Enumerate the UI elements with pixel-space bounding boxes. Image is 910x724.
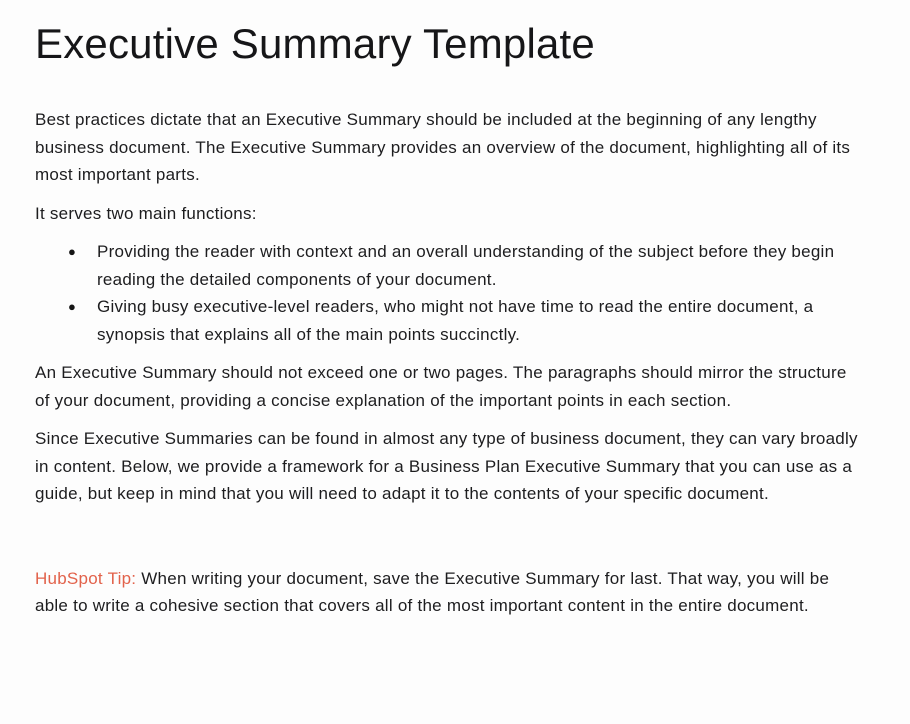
bullet-icon: ● <box>68 244 77 260</box>
intro-paragraph: Best practices dictate that an Executive Summary should be included at the beginning of any lengthy business document. The Executive Summary provides an overview of the document, highlighting all of its most important parts. <box>35 110 851 185</box>
bullet-icon: ● <box>68 299 77 315</box>
functions-bullet-list <box>35 238 858 348</box>
page-title: Executive Summary Template <box>35 20 595 67</box>
bullet-text: Providing the reader with context and an overall understanding of the subject before they begin reading the detailed components of your document. <box>97 242 835 289</box>
hubspot-tip-paragraph <box>35 565 858 620</box>
scope-paragraph: Since Executive Summaries can be found in almost any type of business document, they can vary broadly in content. Below, we provide a framework for a Business Plan Executive Summary that you can use as a guide, but keep in mind that you will need to adapt it to the contents of your specific document. <box>35 429 858 504</box>
list-item <box>35 293 858 348</box>
bullet-text: Giving busy executive-level readers, who might not have time to read the entire document, a synopsis that explains all of the main points succinctly. <box>97 297 814 344</box>
list-item <box>35 238 858 293</box>
hubspot-tip-text: When writing your document, save the Executive Summary for last. That way, you will be able to write a cohesive section that covers all of the most important content in the entire document. <box>35 568 830 616</box>
hubspot-tip-label: HubSpot Tip: <box>35 568 137 588</box>
functions-lead-paragraph: It serves two main functions: <box>35 203 257 223</box>
length-guideline-paragraph: An Executive Summary should not exceed one or two pages. The paragraphs should mirror the structure of your document, providing a concise explanation of the important points in each section. <box>35 363 847 410</box>
